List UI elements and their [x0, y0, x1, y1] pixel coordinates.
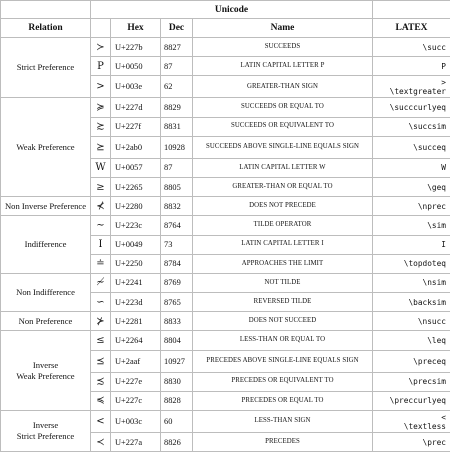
name-cell-text: LATIN CAPITAL LETTER I: [241, 240, 323, 247]
latex-cell: [373, 391, 450, 410]
latex-cell-text: I: [441, 240, 446, 249]
table-body: [1, 38, 450, 452]
relation-cell: [1, 273, 91, 311]
relation-cell: [1, 197, 91, 216]
latex-cell: [373, 235, 450, 254]
name-cell-text: REVERSED TILDE: [254, 298, 312, 305]
name-cell: [193, 216, 373, 235]
dec-cell-text: 8764: [164, 221, 181, 230]
name-cell: [193, 57, 373, 76]
symbol-cell-text: W: [95, 162, 105, 173]
hex-cell-text: U+223d: [115, 298, 143, 307]
latex-cell: [373, 158, 450, 177]
dec-cell: [161, 293, 193, 312]
latex-cell-text: \backsim: [408, 298, 446, 307]
header-empty-cell: [373, 1, 450, 19]
latex-cell-text: \leq: [427, 336, 446, 345]
latex-cell-text: \succcurlyeq: [390, 103, 446, 112]
latex-cell-text: > \textgreater: [390, 78, 446, 96]
hex-cell: [111, 177, 161, 196]
dec-cell: [161, 136, 193, 158]
symbol-cell: [91, 411, 111, 433]
symbol-cell-text: ⪰: [96, 142, 104, 153]
latex-cell-text: \prec: [423, 438, 446, 447]
latex-cell-text: \succeq: [413, 143, 446, 152]
dec-cell-text: 8826: [164, 438, 181, 447]
header-latex: LATEX: [373, 19, 450, 38]
hex-cell-text: U+2aaf: [115, 357, 140, 366]
latex-cell: [373, 57, 450, 76]
latex-cell: [373, 411, 450, 433]
dec-cell: [161, 158, 193, 177]
symbol-cell: [91, 273, 111, 292]
symbol-cell-text: ≤: [96, 335, 104, 346]
header-name: Name: [193, 19, 373, 38]
name-cell: [193, 76, 373, 98]
hex-cell-text: U+227c: [115, 396, 142, 405]
latex-cell: [373, 117, 450, 136]
latex-cell: [373, 216, 450, 235]
name-cell: [193, 158, 373, 177]
relation-cell-text: Indifference: [25, 239, 67, 249]
latex-cell: [373, 312, 450, 331]
dec-cell: [161, 76, 193, 98]
hex-cell: [111, 411, 161, 433]
name-cell-text: LATIN CAPITAL LETTER W: [239, 164, 325, 171]
dec-cell-text: 8765: [164, 298, 181, 307]
name-cell: [193, 273, 373, 292]
relation-cell-text: Inverse Strict Preference: [17, 420, 75, 441]
latex-cell: [373, 331, 450, 350]
dec-cell: [161, 117, 193, 136]
hex-cell-text: U+227b: [115, 43, 143, 52]
latex-cell-text: < \textless: [404, 413, 446, 431]
name-cell-text: SUCCEEDS OR EQUIVALENT TO: [231, 122, 334, 129]
dec-cell-text: 73: [164, 240, 172, 249]
name-cell-text: GREATER-THAN OR EQUAL TO: [232, 183, 332, 190]
name-cell-text: DOES NOT SUCCEED: [249, 317, 317, 324]
table-row: [1, 98, 450, 117]
hex-cell-text: U+2ab0: [115, 143, 142, 152]
header-hex: Hex: [111, 19, 161, 38]
table-row: [1, 331, 450, 350]
symbol-cell: [91, 136, 111, 158]
dec-cell: [161, 98, 193, 117]
relation-cell-text: Inverse Weak Preference: [16, 360, 74, 381]
header-row-columns: [1, 19, 450, 38]
symbol-cell: [91, 57, 111, 76]
name-cell: [193, 235, 373, 254]
hex-cell-text: U+0050: [115, 62, 143, 71]
table-row: [1, 312, 450, 331]
name-cell-text: TILDE OPERATOR: [254, 221, 312, 228]
latex-cell-text: \preccurlyeq: [390, 396, 446, 405]
hex-cell-text: U+0057: [115, 163, 143, 172]
hex-cell-text: U+2280: [115, 202, 143, 211]
name-cell: [193, 350, 373, 372]
symbol-cell: [91, 98, 111, 117]
table-row: [1, 38, 450, 57]
latex-cell: [373, 76, 450, 98]
name-cell-text: DOES NOT PRECEDE: [249, 202, 316, 209]
hex-cell: [111, 57, 161, 76]
hex-cell-text: U+2281: [115, 317, 143, 326]
symbol-cell: [91, 331, 111, 350]
name-cell-text: NOT TILDE: [265, 279, 301, 286]
name-cell-text: SUCCEEDS ABOVE SINGLE-LINE EQUALS SIGN: [206, 143, 359, 150]
hex-cell: [111, 117, 161, 136]
name-cell: [193, 117, 373, 136]
name-cell-text: PRECEDES: [265, 438, 300, 445]
dec-cell: [161, 235, 193, 254]
dec-cell-text: 10928: [164, 143, 185, 152]
dec-cell-text: 8827: [164, 43, 181, 52]
name-cell: [193, 293, 373, 312]
hex-cell-text: U+2265: [115, 183, 143, 192]
latex-cell-text: \precsim: [408, 377, 446, 386]
header-unicode: Unicode: [91, 1, 373, 19]
symbol-cell: [91, 372, 111, 391]
hex-cell-text: U+2264: [115, 336, 143, 345]
latex-cell-text: \nprec: [418, 202, 446, 211]
symbol-cell: [91, 38, 111, 57]
hex-cell: [111, 76, 161, 98]
symbol-cell-text: ≐: [96, 258, 104, 269]
dec-cell: [161, 216, 193, 235]
name-cell: [193, 391, 373, 410]
relation-cell-text: Weak Preference: [16, 142, 74, 152]
dec-cell-text: 8829: [164, 103, 181, 112]
hex-cell: [111, 293, 161, 312]
hex-cell: [111, 98, 161, 117]
hex-cell: [111, 372, 161, 391]
symbol-cell: [91, 293, 111, 312]
dec-cell-text: 8830: [164, 377, 181, 386]
name-cell-text: PRECEDES OR EQUIVALENT TO: [231, 377, 333, 384]
hex-cell-text: U+227f: [115, 122, 141, 131]
symbol-cell-text: ⊀: [96, 201, 104, 212]
symbol-cell: [91, 158, 111, 177]
name-cell: [193, 197, 373, 216]
latex-cell: [373, 293, 450, 312]
symbol-cell: [91, 312, 111, 331]
symbol-cell-text: ∼: [96, 220, 104, 231]
name-cell-text: PRECEDES ABOVE SINGLE-LINE EQUALS SIGN: [206, 357, 358, 364]
hex-cell: [111, 38, 161, 57]
latex-cell-text: \succsim: [408, 122, 446, 131]
hex-cell: [111, 197, 161, 216]
relation-cell: [1, 312, 91, 331]
dec-cell: [161, 411, 193, 433]
name-cell: [193, 312, 373, 331]
dec-cell-text: 8769: [164, 278, 181, 287]
hex-cell: [111, 331, 161, 350]
name-cell-text: PRECEDES OR EQUAL TO: [241, 397, 323, 404]
name-cell-text: SUCCEEDS: [265, 43, 301, 50]
symbol-cell: [91, 177, 111, 196]
name-cell-text: GREATER-THAN SIGN: [247, 83, 318, 90]
symbol-cell-text: ≁: [96, 277, 104, 288]
latex-cell-text: P: [441, 62, 446, 71]
hex-cell-text: U+227e: [115, 377, 142, 386]
hex-cell: [111, 235, 161, 254]
dec-cell-text: 8804: [164, 336, 181, 345]
symbol-cell-text: <: [96, 416, 104, 427]
latex-cell: [373, 433, 450, 452]
relation-cell: [1, 38, 91, 98]
table-row: [1, 216, 450, 235]
relation-cell: [1, 216, 91, 274]
symbol-cell-text: I: [99, 239, 103, 250]
latex-cell: [373, 197, 450, 216]
latex-cell-text: \geq: [427, 183, 446, 192]
dec-cell-text: 8833: [164, 317, 181, 326]
name-cell-text: APPROACHES THE LIMIT: [242, 260, 324, 267]
dec-cell: [161, 38, 193, 57]
dec-cell-text: 8784: [164, 259, 181, 268]
latex-cell-text: \nsucc: [418, 317, 446, 326]
symbol-cell: [91, 350, 111, 372]
symbol-cell: [91, 216, 111, 235]
name-cell: [193, 177, 373, 196]
table-row: [1, 273, 450, 292]
hex-cell-text: U+003e: [115, 82, 142, 91]
relation-cell: [1, 98, 91, 197]
dec-cell: [161, 391, 193, 410]
hex-cell-text: U+223c: [115, 221, 142, 230]
name-cell: [193, 331, 373, 350]
latex-cell-text: \topdoteq: [404, 259, 446, 268]
symbol-cell: [91, 254, 111, 273]
latex-cell: [373, 372, 450, 391]
hex-cell-text: U+2241: [115, 278, 143, 287]
dec-cell-text: 8828: [164, 396, 181, 405]
symbol-cell-text: P: [97, 61, 104, 72]
dec-cell: [161, 350, 193, 372]
latex-cell: [373, 177, 450, 196]
dec-cell: [161, 254, 193, 273]
table-row: [1, 411, 450, 433]
symbol-cell: [91, 433, 111, 452]
latex-cell-text: W: [441, 163, 446, 172]
symbol-cell-text: ≿: [96, 121, 104, 132]
name-cell-text: LATIN CAPITAL LETTER P: [241, 62, 325, 69]
relation-cell-text: Non Preference: [19, 316, 73, 326]
symbol-cell-text: ∽: [96, 297, 104, 308]
header-symbol-empty: [91, 19, 111, 38]
name-cell: [193, 372, 373, 391]
name-cell-text: SUCCEEDS OR EQUAL TO: [241, 103, 324, 110]
dec-cell-text: 8832: [164, 202, 181, 211]
symbol-cell-text: ≽: [96, 102, 104, 113]
latex-cell: [373, 38, 450, 57]
symbol-cell-text: ≺: [96, 437, 104, 448]
latex-cell: [373, 350, 450, 372]
hex-cell: [111, 158, 161, 177]
relation-cell: [1, 411, 91, 452]
hex-cell-text: U+003c: [115, 417, 142, 426]
latex-cell: [373, 136, 450, 158]
latex-cell: [373, 98, 450, 117]
latex-cell-text: \preceq: [413, 357, 446, 366]
hex-cell: [111, 273, 161, 292]
dec-cell: [161, 433, 193, 452]
hex-cell-text: U+227d: [115, 103, 143, 112]
name-cell: [193, 98, 373, 117]
hex-cell: [111, 433, 161, 452]
hex-cell: [111, 391, 161, 410]
hex-cell-text: U+2250: [115, 259, 143, 268]
hex-cell: [111, 350, 161, 372]
symbol-cell-text: ⪯: [96, 356, 104, 367]
symbol-cell-text: ≼: [96, 395, 104, 406]
symbol-cell: [91, 76, 111, 98]
dec-cell: [161, 312, 193, 331]
dec-cell: [161, 372, 193, 391]
name-cell-text: LESS-THAN OR EQUAL TO: [240, 336, 325, 343]
dec-cell: [161, 177, 193, 196]
dec-cell: [161, 57, 193, 76]
name-cell: [193, 254, 373, 273]
latex-cell-text: \sim: [427, 221, 446, 230]
dec-cell: [161, 331, 193, 350]
hex-cell-text: U+227a: [115, 438, 142, 447]
hex-cell: [111, 254, 161, 273]
relation-cell-text: Non Indifference: [16, 287, 75, 297]
dec-cell-text: 60: [164, 417, 172, 426]
name-cell: [193, 411, 373, 433]
dec-cell: [161, 197, 193, 216]
latex-cell-text: \succ: [423, 43, 446, 52]
dec-cell: [161, 273, 193, 292]
symbol-cell: [91, 117, 111, 136]
header-relation: Relation: [1, 19, 91, 38]
latex-cell: [373, 254, 450, 273]
symbol-cell: [91, 197, 111, 216]
relation-cell-text: Non Inverse Preference: [5, 201, 86, 211]
name-cell: [193, 38, 373, 57]
table-row: [1, 197, 450, 216]
name-cell: [193, 136, 373, 158]
name-cell-text: LESS-THAN SIGN: [255, 417, 311, 424]
name-cell: [193, 433, 373, 452]
dec-cell-text: 87: [164, 62, 172, 71]
symbol-cell-text: >: [96, 81, 104, 92]
symbol-cell-text: ⊁: [96, 316, 104, 327]
hex-cell-text: U+0049: [115, 240, 143, 249]
latex-cell-text: \nsim: [423, 278, 446, 287]
dec-cell-text: 62: [164, 82, 172, 91]
header-dec: Dec: [161, 19, 193, 38]
hex-cell: [111, 136, 161, 158]
dec-cell-text: 10927: [164, 357, 185, 366]
dec-cell-text: 8831: [164, 122, 181, 131]
symbol-cell-text: ≻: [96, 42, 104, 53]
relation-cell: [1, 331, 91, 411]
dec-cell-text: 8805: [164, 183, 181, 192]
symbol-cell-text: ≥: [96, 182, 104, 193]
header-row-group: [1, 1, 450, 19]
latex-cell: [373, 273, 450, 292]
dec-cell-text: 87: [164, 163, 172, 172]
hex-cell: [111, 312, 161, 331]
symbol-cell-text: ≾: [96, 376, 104, 387]
header-empty-cell: [1, 1, 91, 19]
symbol-cell: [91, 235, 111, 254]
symbol-cell: [91, 391, 111, 410]
hex-cell: [111, 216, 161, 235]
relation-cell-text: Strict Preference: [17, 62, 75, 72]
